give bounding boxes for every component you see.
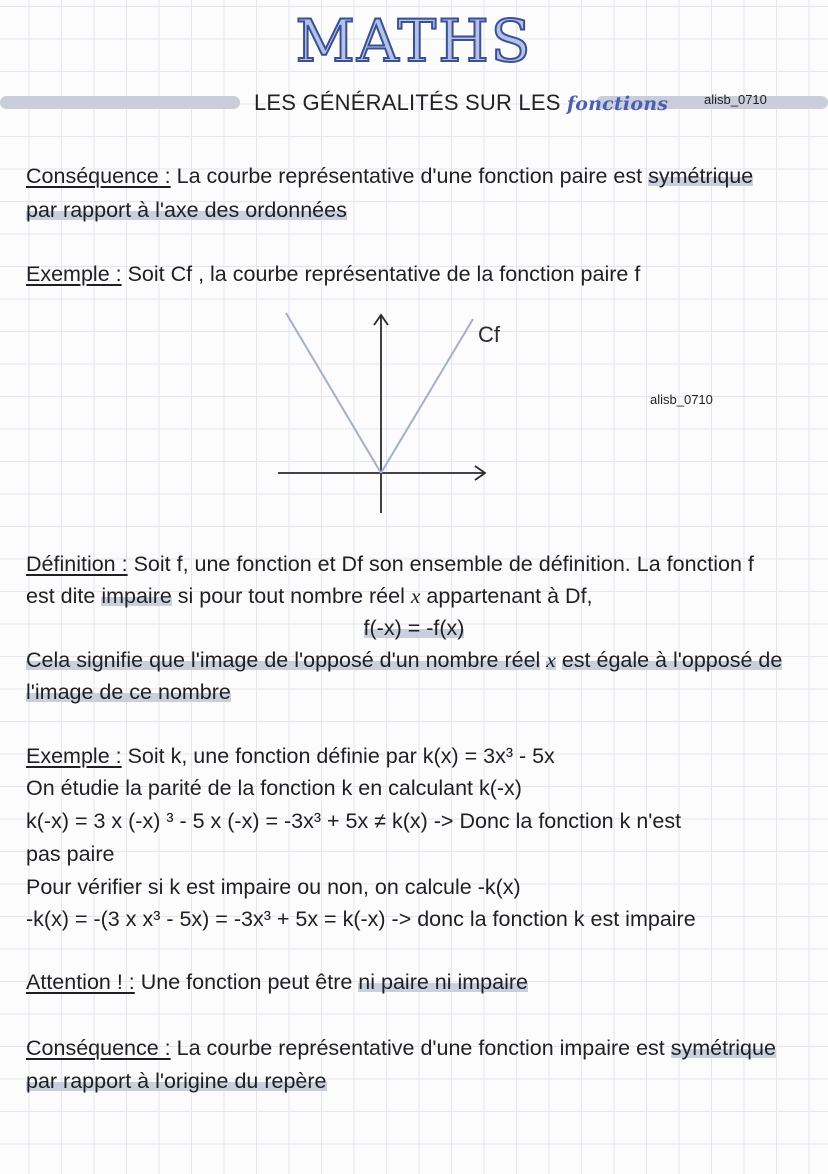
- attention-highlight: ni paire ni impaire: [358, 970, 528, 994]
- consequence1-line2: [26, 196, 347, 224]
- subtitle-prefix: LES GÉNÉRALITÉS SUR LES: [254, 90, 561, 115]
- definition-formula-row: [0, 614, 828, 642]
- exemple2-label: Exemple :: [26, 744, 122, 768]
- exemple2-line1: [26, 742, 555, 770]
- exemple2-line5: Pour vérifier si k est impaire ou non, on calcule -k(x): [26, 875, 521, 899]
- exemple1-line: [26, 260, 640, 288]
- curve-right-branch: [381, 319, 473, 473]
- subtitle-accent: fonctions: [566, 93, 669, 115]
- definition-line4: [26, 678, 231, 706]
- definition-line2-a: est dite: [26, 584, 96, 608]
- curve-label: Cf: [478, 322, 500, 347]
- consequence2-line2: [26, 1067, 327, 1095]
- author-handle: alisb_0710: [704, 92, 767, 107]
- consequence1-line1: [26, 162, 753, 190]
- curve-left-branch: [286, 313, 381, 473]
- consequence1-line2-text: par rapport à l'axe des ordonnées: [26, 198, 347, 222]
- definition-line4-text: l'image de ce nombre: [26, 680, 231, 704]
- exemple2-line6: -k(x) = -(3 x x³ - 5x) = -3x³ + 5x = k(-x) -> donc la fonction k est impaire: [26, 907, 696, 931]
- consequence2-line2-text: par rapport à l'origine du repère: [26, 1069, 327, 1093]
- exemple2-line3: k(-x) = 3 x (-x) ³ - 5 x (-x) = -3x³ + 5x ≠ k(x) -> Donc la fonction k n'est: [26, 809, 682, 833]
- consequence2-line1: [26, 1034, 776, 1062]
- definition-line3-a: Cela signifie que l'image de l'opposé d'un nombre réel: [26, 648, 541, 672]
- exemple2-line2: On étudie la parité de la fonction k en calculant k(-x): [26, 776, 522, 800]
- definition-line3: [26, 646, 782, 674]
- attention-label: Attention ! :: [26, 970, 135, 994]
- definition-variable: x: [410, 584, 421, 608]
- definition-line2: [26, 582, 593, 610]
- definition-formula: f(-x) = -f(x): [363, 616, 465, 640]
- header-band-left: [0, 96, 240, 109]
- consequence1-highlight: symétrique: [648, 164, 754, 188]
- definition-label: Définition :: [26, 552, 128, 576]
- watermark: alisb_0710: [650, 392, 713, 407]
- page-title: MATHS: [295, 7, 533, 75]
- attention-line: [26, 968, 528, 996]
- definition-line2-c: appartenant à Df,: [426, 584, 593, 608]
- definition-line1: [26, 550, 754, 578]
- consequence2-label: Conséquence :: [26, 1036, 171, 1060]
- consequence2-highlight: symétrique: [670, 1036, 776, 1060]
- definition-line1-text: Soit f, une fonction et Df son ensemble de définition. La fonction f: [133, 552, 754, 576]
- definition-highlight: impaire: [101, 584, 172, 608]
- consequence2-text: La courbe représentative d'une fonction impaire est: [176, 1036, 665, 1060]
- consequence1-text: La courbe représentative d'une fonction paire est: [176, 164, 643, 188]
- exemple1-label: Exemple :: [26, 262, 122, 286]
- exemple2-line1-text: Soit k, une fonction définie par k(x) = 3x³ - 5x: [127, 744, 555, 768]
- exemple2-line4: pas paire: [26, 842, 115, 866]
- attention-text: Une fonction peut être: [140, 970, 353, 994]
- even-function-graph: [270, 305, 500, 520]
- definition-line3-b: est égale à l'opposé de: [561, 648, 783, 672]
- page-subtitle: [254, 90, 668, 116]
- exemple1-text: Soit Cf , la courbe représentative de la fonction paire f: [127, 262, 641, 286]
- definition-line3-var: x: [546, 648, 556, 672]
- consequence1-label: Conséquence :: [26, 164, 171, 188]
- definition-line2-b: si pour tout nombre réel: [177, 584, 405, 608]
